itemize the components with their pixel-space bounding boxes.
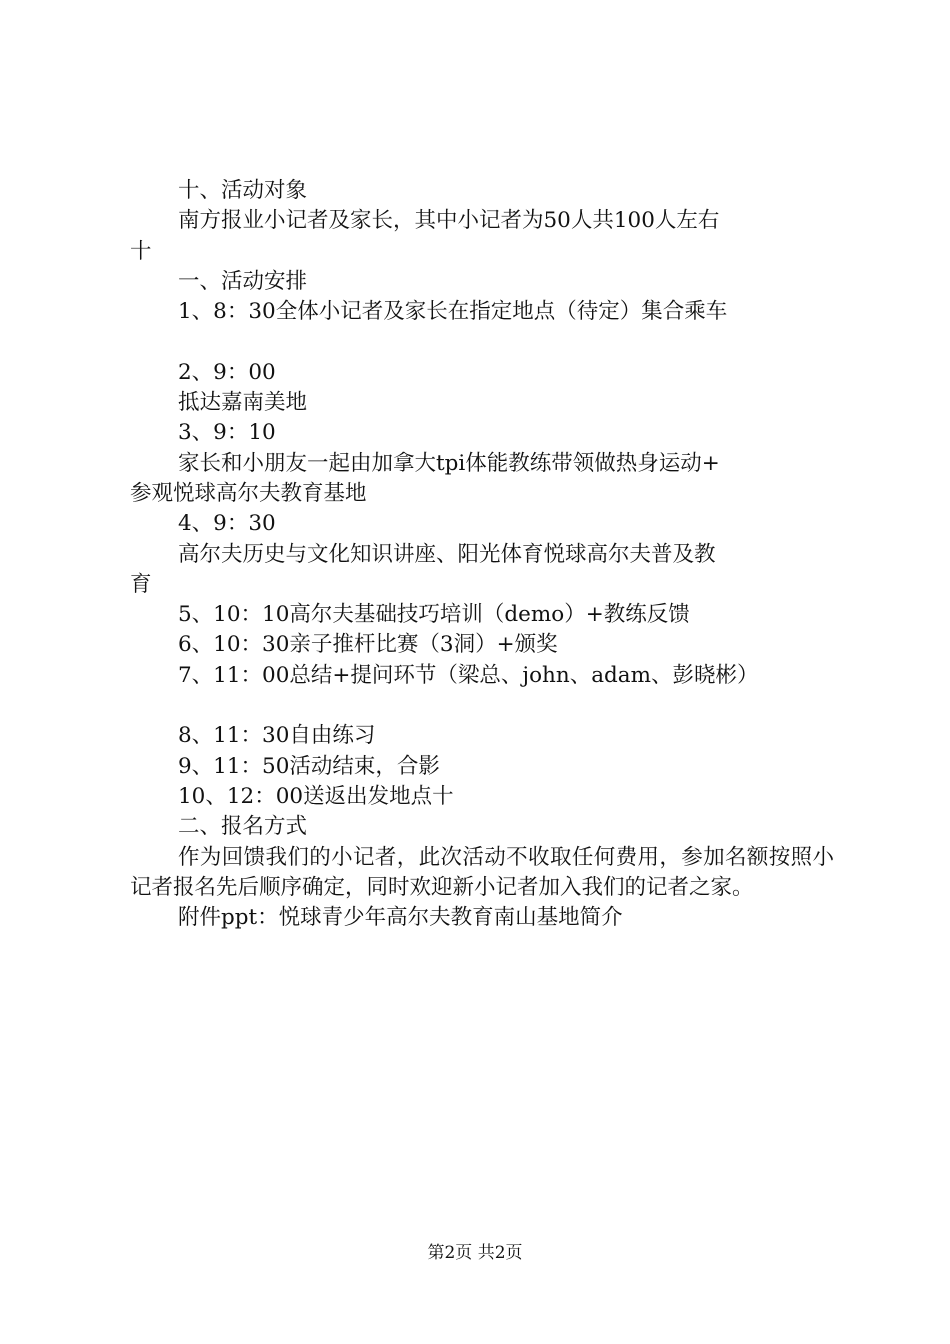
schedule-item-detail: 抵达嘉南美地 <box>178 390 308 416</box>
page-number-footer: 第2页 共2页 <box>427 1243 523 1263</box>
schedule-item-detail: 育 <box>130 571 152 597</box>
paragraph-line: 十 <box>130 238 152 264</box>
section-heading-target: 十、活动对象 <box>178 178 308 203</box>
schedule-item: 10、12：00送返出发地点十 <box>178 783 454 809</box>
registration-paragraph: 作为回馈我们的小记者，此次活动不收取任何费用，参加名额按照小记者报名先后顺序确定，同时欢迎新小记者加入我们的记者之家。 <box>130 844 834 900</box>
schedule-item: 7、11：00总结+提问环节（梁总、john、adam、彭晓彬） <box>178 662 759 688</box>
paragraph-line: 南方报业小记者及家长，其中小记者为50人共100人左右 <box>178 208 720 234</box>
schedule-item: 6、10：30亲子推杆比赛（3洞）+颁奖 <box>178 632 558 658</box>
blank-line <box>130 691 834 721</box>
section-heading-registration: 二、报名方式 <box>178 814 308 840</box>
schedule-item: 2、9：00 <box>178 359 276 385</box>
document-body <box>130 176 834 933</box>
schedule-item-detail: 高尔夫历史与文化知识讲座、阳光体育悦球高尔夫普及教 <box>178 541 716 567</box>
schedule-item: 1、8：30全体小记者及家长在指定地点（待定）集合乘车 <box>178 299 728 325</box>
attachment-line: 附件ppt：悦球青少年高尔夫教育南山基地简介 <box>178 905 623 931</box>
schedule-item: 3、9：10 <box>178 420 276 446</box>
schedule-item-detail: 家长和小朋友一起由加拿大tpi体能教练带领做热身运动+ <box>178 450 720 476</box>
schedule-item-detail: 参观悦球高尔夫教育基地 <box>130 480 367 506</box>
schedule-item: 9、11：50活动结束，合影 <box>178 753 440 779</box>
schedule-item: 8、11：30自由练习 <box>178 723 376 749</box>
schedule-item: 4、9：30 <box>178 511 276 537</box>
section-heading-schedule: 一、活动安排 <box>178 268 308 294</box>
blank-line <box>130 327 834 357</box>
schedule-item: 5、10：10高尔夫基础技巧培训（demo）+教练反馈 <box>178 602 690 628</box>
